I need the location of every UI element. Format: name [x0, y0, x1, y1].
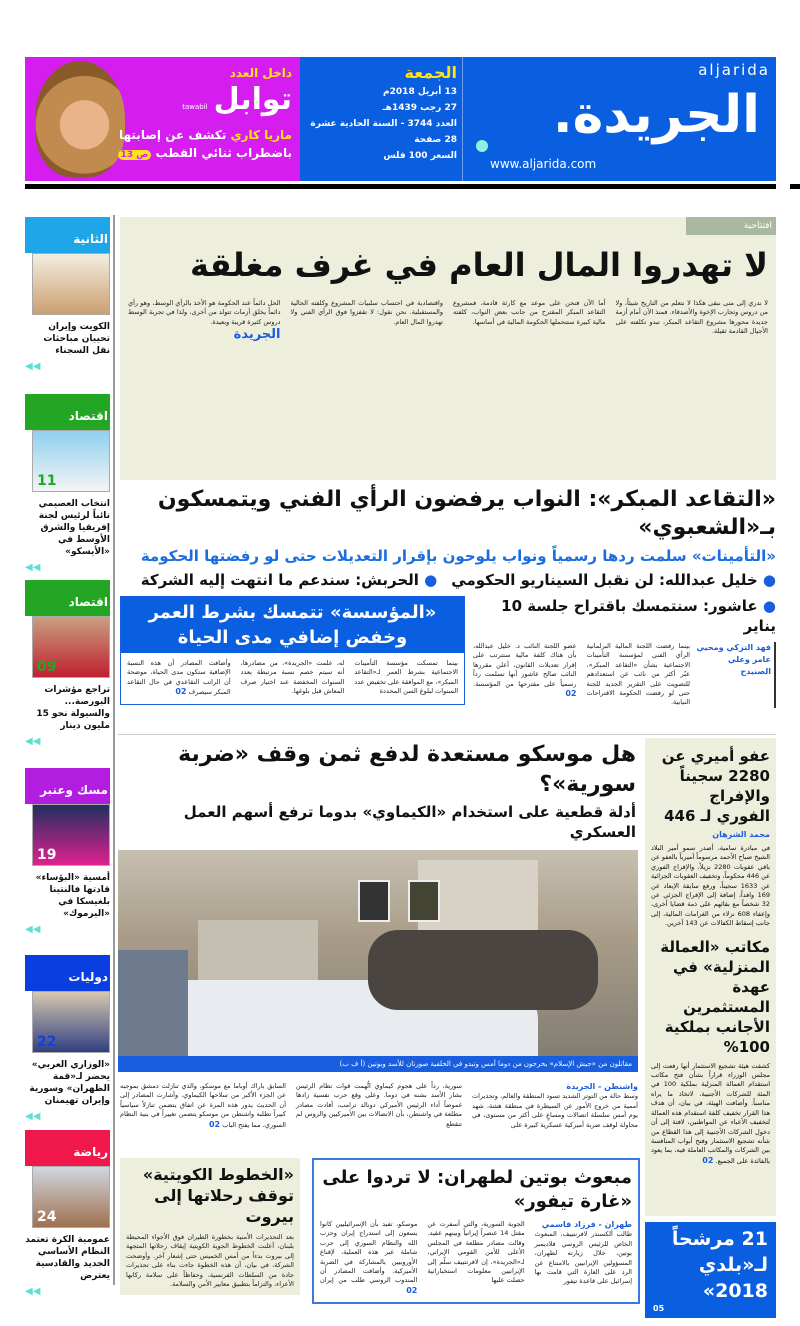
continue-page[interactable]: 05: [653, 1304, 665, 1313]
continue-page[interactable]: 02: [702, 1155, 714, 1165]
lead-column: بينما رفضت اللجنة المالية البرلمانية الرأي الفني لمؤسسة التأمينات الاجتماعية بشأن «التقاعد المبكر»، عبّر أكثر من نائب عن استعدادهم للتصويت على التقرير الجديد للجنة حتى لو رفضت الحكومة الاقتراحات النيابية.: [586, 642, 690, 707]
double-arrow-icon[interactable]: ◀◀: [25, 1286, 41, 1297]
sidebar-teaser[interactable]: انتخاب العصيمي نائباً لرئيس لجنة إفريقيا والشرق الأوسط في «الأيسكو»: [38, 499, 110, 557]
amnesty-byline: محمد الشرهان: [712, 830, 770, 839]
continue-page[interactable]: 02: [565, 689, 577, 699]
putin-body: [320, 1220, 632, 1296]
sidebar-thumbnail[interactable]: [32, 430, 110, 492]
sidebar-section-header[interactable]: الثانية: [25, 217, 110, 253]
sidebar-item: [25, 394, 110, 574]
lead-byline: فهد التركي ومحيي عامر وعلي الصنيدح: [696, 642, 776, 708]
labor-body-text: كشفت هيئة تشجيع الاستثمار أنها رفعت إلى مجلس الوزراء قراراً بشأن فتح مكاتب استقدام العمالة المنزلية بملكية 100 في المئة للشركات الأجنبية، لاتخاذ ما يراه مناسباً. وأضافت الهيئة، في بيان، أن هدف هذا القرار تخفيف كلفة استقدام هذه العمالة لتخفيف الأعباء عن المواطنين، لافتة إلى أن دخول الشركات الأجنبية إلى هذا القطاع من شأنه تشجيع الاستثمار وفتح أبواب المنافسة بين الشركات والمكاتب العاملة فيه، بما يعود بالفائدة على الجميع.: [651, 1061, 770, 1165]
box-headline[interactable]: «المؤسسة» تتمسك بشرط العمر وخفض إضافي مدى الحياة: [121, 597, 464, 653]
fighters: [368, 930, 598, 1010]
putin-column-text: موسكو، تفيد بأن الإسرائيليين كانوا يسعون إلى استدراج إيران وحزب الله والنظام السوري إلى حرب شاملة عبر هذه العملية، لإقناع الأوروبيين بالمشاركة في الضربة الأميركية. وأضافت المصادر أن المندوب الروسي طلب من إيران: [320, 1220, 418, 1285]
putin-column-text: طالب ألكسندر لافرنتييف، المبعوث الخاص للرئيس الروسي فلاديمير بوتين، خلال زيارته لطهران، المسؤولين الإيرانيين بالامتناع عن الرد على الغارة التي قامت بها إسرائيل على قاعدة تيفور: [534, 1230, 632, 1286]
kac-story[interactable]: [120, 1158, 300, 1295]
editorial-column: أما الآن فنحن على موعد مع كارثة قادمة، فمشروع التقاعد المبكر المقترح من جانب بعض النواب، كلفته مالية كبيرة ستتحملها الحكومة المالية في أساسها.: [453, 299, 606, 326]
syria-photo: [118, 850, 638, 1072]
header-rule: [25, 184, 776, 189]
sidebar-item: [25, 955, 110, 1123]
lead-body-row: [473, 642, 776, 708]
sidebar-section-header[interactable]: دوليات: [25, 955, 110, 991]
sidebar-item: [25, 1130, 110, 1298]
syria-column: [472, 1082, 638, 1130]
promo-banner[interactable]: [25, 57, 300, 181]
syria-column: سورية، رداً على هجوم كيماوي اتُّهمت قوات نظام الرئيس بشار الأسد بشنه في دوما. وعلى وقع حرب نفسية زادها غموضاً أداء الرئيس الأميركي دونالد ترامب، أفادت مصادر مطلعة في واشنطن، بأن الاتصالات بين الأميركيين والروس لم تنقطع: [296, 1082, 462, 1128]
sidebar-teaser[interactable]: «الوزاري العربي» يحضر لـ«قمة الظهران» وسورية وإيران تهيمنان: [29, 1060, 110, 1106]
sidebar-divider: [113, 215, 115, 1285]
lead-bullets: [120, 570, 776, 590]
double-arrow-icon[interactable]: ◀◀: [25, 924, 41, 935]
double-arrow-icon[interactable]: ◀◀: [25, 562, 41, 573]
sidebar-teaser[interactable]: تراجع مؤشرات البورصة... والسيولة نحو 15 مليون دينار: [36, 685, 110, 731]
bullet-icon: ●: [757, 571, 776, 589]
portrait-putin: [358, 880, 390, 922]
sidebar-section-header[interactable]: مسك وعنبر: [25, 768, 110, 804]
syria-column-text: وسط حالة من التوتر الشديد تسود المنطقة والعالم، وتحذيرات أممية من خروج الأمور عن السيطرة في منطقة هشة، شهد يوم أمس سلسلة اتصالات ومساعٍ على أكثر من مستوى، في محاولة لوقف ضربة أميركية عسكرية كبيرة على: [472, 1092, 638, 1129]
divider: [462, 57, 463, 181]
bullet-icon: ●: [757, 597, 776, 615]
promo-page: ص 13: [118, 150, 152, 160]
putin-column: الجوية السورية، والتي أسفرت عن مقتل 14 عنصراً إيرانياً وبينهم عقيد. وقالت مصادر مطلعة في المجلس الأعلى للأمن القومي الإيراني، لـ«الجريدة»، إن لافرنتييف سلّم إلى الإيرانيين معلومات استخباراتية حصلت عليها: [427, 1220, 525, 1285]
bullet-item: عاشور: سنتمسك باقتراح جلسة 10 يناير: [501, 597, 776, 635]
page-number: 19: [37, 847, 57, 863]
page-number: 09: [37, 659, 57, 675]
lead-subhead: «التأمينات» سلمت ردها رسمياً ونواب يلوحون بإقرار التعديلات حتى لو رفضتها الحكومة: [140, 547, 776, 565]
box-column: [127, 659, 231, 698]
sidebar-teaser[interactable]: عمومية الكرة تعتمد النظام الأساسي الجديد والقادسية يعترض: [25, 1235, 110, 1281]
page-count: 28 صفحة: [414, 135, 457, 145]
sidebar-section-header[interactable]: رياضة: [25, 1130, 110, 1166]
lead-story: [120, 486, 776, 708]
issue-info: [305, 62, 457, 164]
bullet-item: خليل عبدالله: لن نقبل السيناريو الحكومي: [451, 571, 758, 589]
box-column: بينما تمسكت مؤسسة التأمينات الاجتماعية بشرط العمر لـ«التقاعد المبكر»، مع الموافقة على تخفيض عدد السنوات لبلوغ السن المحددة: [354, 659, 458, 696]
logo-dot: [476, 140, 488, 152]
lead-lower: [120, 596, 776, 708]
double-arrow-icon[interactable]: ◀◀: [25, 1111, 41, 1122]
editorial[interactable]: [120, 217, 776, 480]
lead-column: [473, 642, 577, 708]
promo-highlight: ماريا كاري: [230, 128, 292, 142]
syria-column-text: السابق باراك أوباما مع موسكو، والذي تنازلت دمشق بموجبه عن الجزء الأكبر من سلاحها الكيماوي. وأشارت المصادر إلى أن الحديث يدور هذه المرة عن اتفاق يتضمن تنازلاً سياسياً كبيراً تطلبه واشنطن من موسكو يتضمن تغييراً في بنية النظام السوري، مما يفتح الباب: [120, 1082, 286, 1129]
bullet: [141, 570, 438, 590]
putin-column: [535, 1220, 632, 1296]
right-column: [645, 738, 776, 1216]
sidebar-thumbnail[interactable]: [32, 253, 110, 315]
price: السعر 100 فلس: [383, 151, 457, 161]
website-url[interactable]: www.aljarida.com: [490, 157, 597, 171]
promo-line1: تكشف عن إصابتها: [118, 128, 227, 142]
editorial-headline[interactable]: لا تهدروا المال العام في غرف مغلقة: [190, 246, 768, 284]
editorial-label: افتتاحية: [686, 217, 776, 235]
sidebar-item: [25, 580, 110, 748]
day: الجمعة: [404, 63, 457, 82]
sidebar-section-header[interactable]: اقتصاد: [25, 394, 110, 430]
lead-headline[interactable]: «التقاعد المبكر»: النواب يرفضون الرأي الفني ويتمسكون بـ«الشعبوي»: [157, 487, 776, 540]
box-column-text: وأضافت المصادر أن هذه النسبة الإضافية ستكون مدى الحياة، موضحة أن الراتب التقاعدي في حال التقاعد المبكر سيصرف: [126, 659, 231, 697]
promo-brand: توابل: [213, 82, 292, 117]
box-body: [121, 653, 464, 704]
date-hijri: 27 رجب 1439هـ: [382, 103, 457, 113]
photo-caption: مقاتلون من «جيش الإسلام» يخرجون من دوما أمس وتبدو في الخلفية صورتان للأسد وبوتين (أ ف ب): [118, 1056, 638, 1072]
sidebar-item: [25, 217, 110, 373]
putin-headline[interactable]: مبعوث بوتين لطهران: لا تردوا على «غارة تيفور»: [322, 1167, 632, 1212]
sidebar-thumbnail[interactable]: [32, 804, 110, 866]
editorial-signature: الجريدة: [233, 327, 281, 343]
promo-brand-latin: tawabil: [182, 103, 208, 111]
syria-story: [118, 740, 640, 1130]
editorial-column-text: الحل دائماً عند الحكومة هو الأخذ بالرأي الوسط، وهو رأي دائماً يخلق أزمات تتولد من أخرى، ولذا في تجربة الوسط دروس كثيرة قريبة وبعيدة.: [128, 299, 281, 326]
labor-body: [645, 1062, 776, 1166]
syria-subhead: أدلة قطعية على استخدام «الكيماوي» بدوما ترفع أسهم العمل العسكري: [183, 803, 636, 841]
lead-bullets: [473, 596, 776, 636]
sidebar-section-header[interactable]: اقتصاد: [25, 580, 110, 616]
logo-latin: aljarida: [698, 61, 770, 79]
sidebar-item: [25, 768, 110, 936]
promo-text: [92, 65, 292, 164]
bullet-icon: ●: [418, 571, 438, 589]
bullet: [451, 570, 776, 590]
section-divider: [118, 734, 776, 735]
editorial-column: واقتصادية في احتساب سلبيات المشروع وكلفته الحالية والمستقبلية. نحن نقول: لا تقفزوا فوق الرأي الفني ولا تهدروا المال العام.: [290, 299, 443, 326]
syria-headline[interactable]: هل موسكو مستعدة لدفع ثمن وقف «ضربة سورية»؟: [178, 742, 636, 797]
lead-column-text: عضو اللجنة النائب د. خليل عبدالله، بأن هناك كلفة مالية ستترتب على إقرار تعديلات القانون، أعلن مقررها النائب صالح عاشور أنها تسلمت رداً رسمياً على مقترحها من المؤسسة.: [473, 642, 577, 688]
candidates-headline[interactable]: 21 مرشحاً لـ«بلدي 2018»: [671, 1228, 768, 1302]
labor-headline[interactable]: مكاتب «العمالة المنزلية» في عهدة المستثمرين الأجانب بملكية 100%: [660, 937, 770, 1056]
amnesty-body: في مبادرة سامية، أصدر سمو أمير البلاد الشيخ صباح الأحمد مرسوماً أميرياً بالعفو عن باقي عقوبات 2280 نزيلاً، والإفراج الفوري عن 446 محكوماً، وتخفيف العقوبات الجزائية عن 1633 سجيناً، ورفع سابقة الإبعاد عن 169 وافداً، إضافة إلى الإفراج الجزئي عن 32 شخصاً مع بقائهم على ذمة قضايا أخرى، وإعفاء 608 نزلاء من الغرامات المالية، إلى جانب إسقاط الكفالات عن 143 آخرين.: [650, 844, 770, 928]
editorial-body: [128, 299, 768, 343]
lead-body: [473, 642, 690, 708]
putin-story[interactable]: [312, 1158, 640, 1304]
bullet-item: الحربش: سندعم ما انتهت إليه الشركة: [140, 571, 419, 589]
sidebar-thumbnail[interactable]: [32, 1166, 110, 1228]
box-column: له، علمت «الجريدة»، من مصادرها، أنه سيتم خصم نسبة مرتبطة بعدد السنوات المخفضة عند اختيار صرف المعاش قبل بلوغها.: [240, 659, 345, 696]
putin-byline: طهران - فرزاد قاسمي: [541, 1220, 632, 1229]
double-arrow-icon[interactable]: ◀◀: [25, 736, 41, 747]
amnesty-headline[interactable]: عفو أميري عن 2280 سجيناً والإفراج الفوري لـ 446: [661, 747, 770, 825]
putin-column: [320, 1220, 417, 1296]
promo-kicker: داخل العدد: [229, 66, 292, 80]
logo[interactable]: الجريدة.: [552, 85, 760, 145]
date-gregorian: 13 أبريل 2018م: [383, 87, 457, 97]
continue-page[interactable]: 02: [406, 1285, 418, 1295]
header-rule-marker: [790, 184, 800, 189]
sidebar-teaser[interactable]: الكويت وإيران تحييان مباحثات نقل السجناء: [43, 322, 110, 356]
lead-lower-right: [473, 596, 776, 708]
sidebar-thumbnail[interactable]: [32, 991, 110, 1053]
sidebar-story-box[interactable]: [120, 596, 465, 705]
continue-page[interactable]: 02: [208, 1119, 221, 1129]
syria-dateline: واشنطن - الجريدة: [566, 1082, 638, 1091]
syria-body: [118, 1082, 640, 1130]
editorial-column: [128, 299, 281, 343]
sidebar-thumbnail[interactable]: [32, 616, 110, 678]
page-number: 24: [37, 1209, 57, 1225]
issue-number: العدد 3744 - السنة الحادية عشرة: [310, 119, 457, 129]
car: [118, 950, 188, 1056]
page-number: 11: [37, 473, 57, 489]
promo-line2: باضطراب ثنائي القطب: [155, 146, 292, 160]
kac-body: بعد التحذيرات الأمنية بخطورة الطيران فوق الأجواء المحيطة بلبنان، أعلنت الخطوط الجوية الكويتية إيقاف رحلاتها المتجهة إلى بيروت بدءاً من أمس الخميس حتى إشعار آخر. وأوضحت الشركة، في بيان، أن هذه الخطوة جاءت بناء على تحذيرات جادة من السلطات الفرنسية، وحفاظاً على سلامة ركابها الأعزاء، والتزاماً بتطبيق معايير الأمن والسلامة.: [126, 1233, 294, 1289]
continue-page[interactable]: 02: [175, 687, 187, 697]
editorial-column: لا ندري إلى متى نبقى هكذا لا نتعلم من التاريخ شيئاً، ولا من دروس وتجارب الإخوة والأصدقاء. فمنذ الآن أمام أزمة جديدة محورها مشروع التقاعد المبكر، تبدو تكلفته على الأجيال القادمة ثقيلة.: [615, 299, 768, 336]
candidates-box[interactable]: [645, 1222, 776, 1318]
kac-headline[interactable]: «الخطوط الكويتية» توقف رحلاتها إلى بيروت: [142, 1165, 294, 1226]
portrait-assad: [408, 880, 440, 922]
sidebar-teaser[interactable]: أمسية «البؤساء» قادتها فالنتينا بلغيسكا في «اليرموك»: [35, 873, 110, 919]
syria-column: [120, 1082, 286, 1130]
page-number: 22: [37, 1034, 57, 1050]
double-arrow-icon[interactable]: ◀◀: [25, 361, 41, 372]
